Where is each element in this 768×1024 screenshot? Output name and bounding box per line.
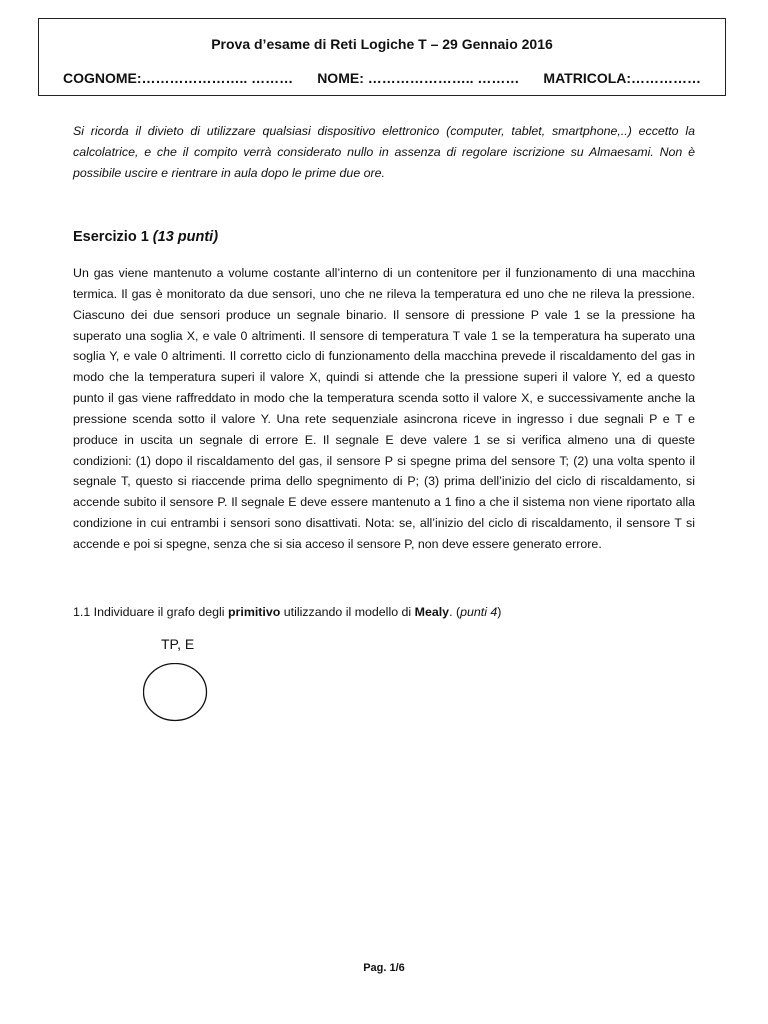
exercise-body: Un gas viene mantenuto a volume costante all’interno di un contenitore per il funzionamento di una macchina termica. Il gas è monitorato da due sensori, uno che ne rileva la temperatura ed uno che ne rileva la pressione. Ciascuno dei due sensori produce un segnale binario. Il sensore di pressione P vale 1 se la pressione ha superato una soglia X, e vale 0 altrimenti. Il sensore di temperatura T vale 1 se la temperatura ha superato una soglia Y, e vale 0 altrimenti. Il corretto ciclo di funzionamento della macchina prevede il riscaldamento del gas in modo che la temperatura superi il valore X, quindi si attende che la pressione superi il valore Y, ed a questo punto il gas viene raffreddato in modo che la temperatura scenda sotto il valore X, e successivamente anche la pressione scenda sotto il valore Y. Una rete sequenziale asincrona riceve in ingresso i due segnali P e T e produce in uscita un segnale di errore E. Il segnale E deve valere 1 se si verifica almeno una di queste condizioni: (1) dopo il riscaldamento del gas, il sensore P si spegne prima del sensore T; (2) una volta spento il segnale T, questo si riaccende prima dello spegnimento di P; (3) prima dell’inizio del ciclo di riscaldamento, si accende subito il sensore P. Il segnale E deve essere mantenuto a 1 fino a che il sistema non viene riportato alla condizione in cui entrambi i sensori sono disattivati. Nota: se, all’inizio del ciclo di riscaldamento, il sensore T si accende e poi si spegne, senza che si sia acceso il sensore P, non deve essere generato errore.	[73, 266, 695, 551]
question-prefix: 1.1 Individuare il grafo degli	[73, 605, 228, 619]
question-1-1	[73, 605, 501, 619]
exam-title: Prova d’esame di Reti Logiche T – 29 Gennaio 2016	[211, 36, 553, 52]
header-box	[38, 18, 726, 96]
exercise-heading	[73, 229, 218, 245]
exam-notice: Si ricorda il divieto di utilizzare qualsiasi dispositivo elettronico (computer, tablet, smartphone,..) eccetto la calcolatrice, e che il compito verrà considerato nullo in assenza di regolare iscrizione su Almaesami. Non è possibile uscire e rientrare in aula dopo le prime due ore.	[73, 124, 695, 180]
question-bold-primitivo: primitivo	[227, 605, 281, 619]
matricola-field: MATRICOLA:……………	[543, 70, 702, 86]
question-points: punti 4	[460, 605, 498, 619]
question-suffix-open: . (	[449, 605, 461, 619]
student-id-line	[39, 70, 725, 86]
exercise-title: Esercizio 1	[73, 229, 149, 245]
name-field: NOME: ………………….. ………	[317, 70, 520, 86]
state-node-circle	[143, 663, 211, 723]
page-number: Pag. 1/6	[363, 962, 405, 974]
question-suffix-close: )	[497, 605, 502, 619]
diagram-io-label: TP, E	[161, 636, 195, 652]
question-middle: utilizzando il modello di	[280, 605, 415, 619]
surname-field: COGNOME:………………….. ………	[62, 70, 294, 86]
exercise-points: (13 punti)	[152, 229, 219, 245]
question-bold-mealy: Mealy	[414, 605, 450, 619]
state-node-ellipse	[144, 664, 207, 721]
